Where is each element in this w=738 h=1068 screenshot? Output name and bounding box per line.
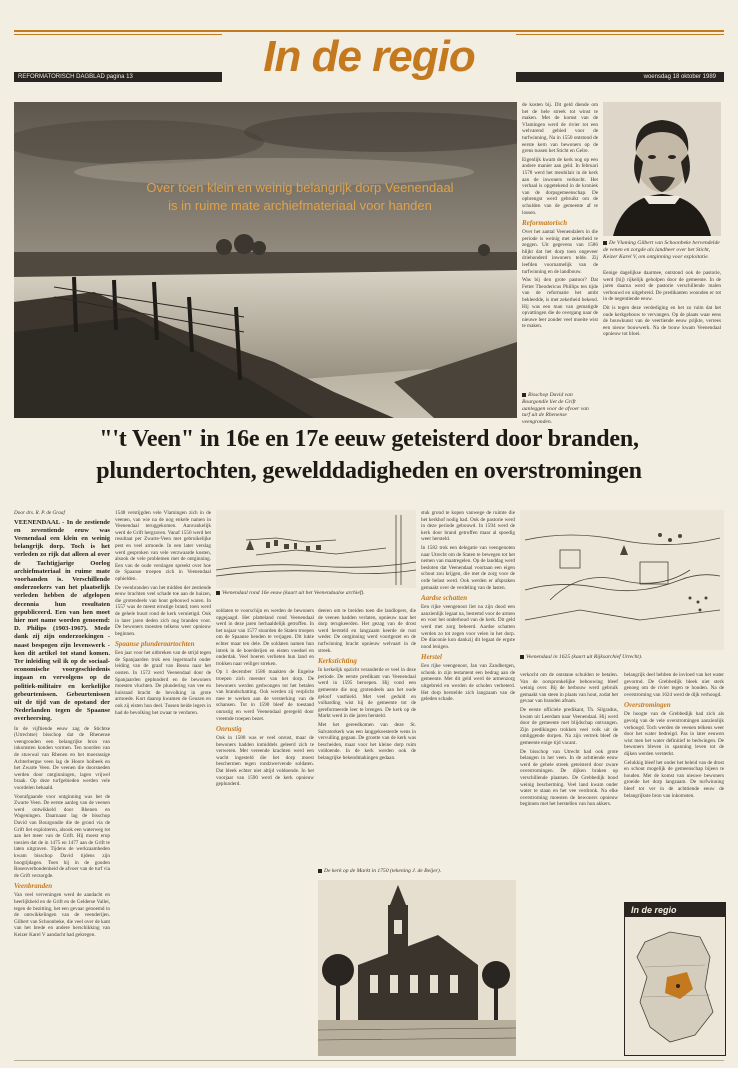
paragraph: In de vijftiende eeuw zag de Stichtse (Utrechtse) bisschop dat de Rhenense veengronden een belangrijke bron van inkomsten konden vormen. Ten noorden van de stuwwal van Rhenen en het moerassige Achterbergse veen lag de Hoore holbeek en het Zwarte Veen. De veenen die doorsneden werden door ontginningen, lagen vrijwel braak. Op deze turfgebieden werden vele voordelen behaald. [14,725,110,792]
paragraph: Een rijke veengenoot liet na zijn dood een aanzienlijk legaat na, bestemd voor de armen en voor het onderhoud van de kerk. Dit geld werd met zorg beheerd. Aardse schatten werden zo tot zegen voor velen in het dorp. De diaconie kon dankzij dit legaat de ergste nood lenigen. [421,604,515,650]
paragraph: In 1582 trok een delegatie van veengenoten naar Utrecht om de Staten te bewegen tot het nemen van maatregelen. Op de landdag werd besloten dat Veenendaal voortaan een eigen schout zou krijgen, die met de zorg voor de orde belast werd. Ook werden er afspraken gemaakt over de verdeling van de lasten. [421,544,515,591]
church-caption [318,868,516,875]
portrait-photo [603,102,721,236]
bullet-icon [520,655,524,659]
photo-overlay-line-2: is in ruime mate archiefmateriaal voor handen [168,198,432,213]
paragraph: Een jaar voor het uitbreken van de strijd tegen de Spanjaarden trok een legermacht onder leiding van de graaf van Bossu naar het oosten. In 1572 werd Veenendaal door de Spanjaarden geplunderd en de bewoners moesten vluchten. De plundering van vee en huisraad bracht de bevolking in grote armoede. Kort daarop kwamen de Geuzen en ook zij eisten hun deel. Tussen beide legers in had de bevolking het zwaar te verduren. [115,650,211,716]
headline-line-1: "'t Veen" in 16e en 17e eeuw geteisterd door branden, [99,426,639,452]
map-caption-2 [520,654,724,661]
bullet-icon [603,241,607,245]
subhead-kerkstichting: Kerkstichting [318,657,357,666]
paragraph: Met het gereedkomen van deze St. Salvatorkerk was een langgekoesterde wens in vervulling gegaan. De grootte van de kerk was bescheiden, maar voor het kleine dorp ruim voldoende. In de kerk werden ook de belangrijke bekendmakingen gedaan. [318,721,416,761]
column-7 [624,672,724,801]
paragraph: de kosten bij. Dit geld diende om het de hele streek tot winst te maken. Met de komst van de Vlamingen werd de rivier tot een welvarend gebied voor de turfwinning. Na in 1550 ontstond de eerste kern van bewoners op de grens tussen het Sticht en Gelre. [522,102,598,155]
paragraph: verkocht om de ontstane schulden te betalen. Van de oorspronkelijke bebouwing bleef weinig over. Bij de herbouw werd gebruik gemaakt van steen in plaats van hout, zodat het gevaar van branden afnam. [520,672,618,705]
paragraph: De hoogte van de Grebbedijk had zich als gevolg van de vele overstromingen aanzienlijk verhoogd. Toch werden de veenen telkens weer door het water bedreigd. Pas in later eeuwen wist men het water definitief te bedwingen. De bewoners bleven in spanning leven tot de dijken werden versterkt. [624,711,724,757]
paragraph: Voorafgaande voor ontginning was het de Zwarte Veen. De eerste aanleg van de veenen werd ontwikkeld door Rhenen en Wageningen. Daarnaast lag de bisschop David van Bourgondie die de grond via de Grift liet exploiteren, alsook een waterweg tot aan het meer van de Grift. Hij moest erop toezien dat de in 1475 en 1477 aan de Grift te laten uitgraven. Tijdens de werkzaamheden kwam bisschop David tijdens zijn hoogtijdagen. Toen hij in de gouden Rosenverbondenheid de afvoer van de turf via de Grift verzorgde. [14,793,110,879]
column-5 [421,510,515,705]
section-title: In de regio [222,32,516,84]
netherlands-map [625,917,725,1055]
church-drawing [318,880,516,1056]
portrait-caption [603,240,721,260]
photo-overlay-line-1: Over toen klein en weinig belangrijk dorp Veenendaal [146,180,454,195]
paragraph: De bisschop van Utrecht had ook grote belangen in het veen. In de achttiende eeuw werd de gehele streek geteisterd door zware overstromingen. De dijken braken op verschillende plaatsen. De Grebbedijk bood weinig bescherming. Veel land kwam onder water te staan en het vee verdronk. Na elke overstroming moesten de bewoners opnieuw beginnen met het herstellen van hun akkers. [520,748,618,808]
landscape-photo [14,102,517,418]
paper-name: REFORMATORISCH DAGBLAD pagina 13 [18,74,133,80]
paragraph: De eerste officiele predikant, Th. Silgradus, kwam uit Leerdam naar Veenendaal. Hij werd door de gemeente met blijdschap ontvangen. Zijn predikingen trokken veel volk uit de omliggende dorpen. Na zijn vertrek bleef de gemeente enige tijd vacant. [520,706,618,746]
subhead-aardse: Aardse schatten [421,594,468,603]
portrait-caption-text: De Vlaming Gilbert van Schoonbeke hervendelde de venen en zorgde als landheer over het Sticht, Keizer Karel V, om ontginning voor exploitatie. [603,240,720,260]
column-4 [318,608,416,763]
column-6 [520,672,618,810]
paragraph: Een rijke veengenoot, Jan van Zandbergen, schonk in zijn testament een bedrag aan de gemeente. Met dit geld werd de armenzorg uitgebreid en werden de scholen verbeterd. Het dorp herstelde zich langzaam van de geleden schade. [421,663,515,703]
paragraph: Eigenlijk kwam de kerk nog op een andere manier aan geld. In februari 1578 werd het meubilair in de kerk aan de inwoners verkocht. Het verhaal is opgetekend in de kroniek van de dorpsgemeenschap. De opbrengst werd gebruikt om de schulden van de gemeente af te lossen. [522,156,598,216]
column-2 [115,510,211,718]
regio-box-title: In de regio [625,903,725,917]
subhead-onrust: Onrustig [216,725,242,734]
bullet-icon [318,869,322,873]
bullet-icon [216,591,220,595]
paragraph: In kerkelijk opzicht veranderde er veel in deze periode. De eerste predikant van Veenendaal werd in 1595 beroepen. Hij vond een gemeente die nog grotendeels aan het oude geloof vasthield. Met veel geduld en volharding wist hij de gemeente tot de gereformeerde leer te brengen. De kerk op de Markt werd in die jaren hersteld. [318,667,416,720]
footer-rule [14,1060,724,1061]
column-3 [216,608,314,790]
paragraph: Eenige dagelijkse daarmee, ontstond ook de pastorie, werd (hij) rijkelijk geholpen door de gemeente. In de jaren daarna werd de pastorie verschillende malen verbouwd en uitgebreid. De predikanten woonden er tot in de negentiende eeuw. [603,270,721,303]
right-column-text [522,102,598,332]
intro-paragraph: VEENENDAAL - In de zestiende en zeventiende eeuw was Veenendaal een klein en weinig belangrijk dorp. Toch is het verleden zo rijk dat alleen al over de Tachtigjarige Oorlog archiefmateriaal in ruime mate voorhanden is. Verschillende onderzoekers van het plaatselijk verleden hebben de afgelopen decennia hun resultaten gepubliceerd. Een van hen moet hier met name worden genoemd: D. Philips (1903-1967). Mede dank zij zijn onderzoekingen - naast bespogen zijn levenswerk - kon dit artikel tot stand komen. Ter inleiding wil ik op de sociaal-economische voorgeschiedenis ingaan en vervolgens op de politiek-militaire en kerkelijke gebeurtenissen. Gebeurtenissen uit de tijd van de opstand der Nederlanden tegen de Spaanse overheersing. [14,518,110,723]
paragraph: belangrijk deel hebben de invloed van het water gevormd. De Grebbedijk bleek niet sterk genoeg om de rivier tegen te houden. Na de overstroming van 1624 werd de dijk verhoogd. [624,672,724,698]
map-1865-drawing [216,510,416,588]
paragraph: Over het aantal Veenendalers in die periode is weinig met zekerheid te zeggen. Uit gegevens van 1586 blijkt dat het dorp toen ongeveer driehonderd inwoners telde. Zij leefden voornamelijk van de turfwinning en de landbouw. [522,229,598,275]
headline-line-2: plundertochten, gewelddadigheden en overstromingen [96,458,642,484]
bishop-caption-text: Bisschop David van Bourgondie liet de Grift aanleggen voor de afvoer van turf uit de Rhenense veengronden. [522,392,589,426]
map-1625-drawing [520,510,724,650]
regio-box [624,902,726,1056]
header-date: woensdag 18 oktober 1989 [643,74,716,80]
bullet-icon [522,393,526,397]
paragraph: Was bij den grote pastoor? Dat Fettet Theodericus Phillips ten tijde van de reformatie het ambt bekleedde, is met zekerheid bekend. Hij was een man van gematigde opvattingen die de overgang naar de nieuwe leer zonder veel moeite wist te maken. [522,277,598,330]
map-caption-1 [216,590,416,597]
church-caption-text: De kerk op de Markt in 1750 (tekening J. de Beijer). [324,868,442,874]
paragraph: deeren om te breiden toen die landlopers, die de veenen hadden verlaten, opnieuw naar het dorp terugkeerden. Het gezag van de drost werd hersteld en langzaam keerde de rust weder. De ontginning werd voortgezet en de turfwinning bracht opnieuw welvaart in de streek. [318,608,416,654]
paragraph: soldaten te voorschijn en werden de bewoners opgejaagd. Het platteland rond Veenendaal werd in deze jaren herhaaldelijk getroffen. In het najaar van 1577 stuurden de Staten troepen om de Spaanse benden te verjagen. Dit lukte echter maar ten dele. De soldaten namen hun intrek in de boerderijen en eisten voedsel en onderdak. Veel boeren verlieten hun land en trokken naar veiliger streken. [216,608,314,667]
column-1 [14,510,110,940]
subhead-veenbranden: Veenbranden [14,882,53,891]
right-column-text-2 [603,270,721,340]
bishop-caption [522,392,598,426]
paragraph: De veenbranden van het midden der zestiende eeuw brachten veel schade toe aan de huizen, die grotendeels van hout gebouwd waren. In 1557 was de meest ernstige brand; toen werd de gehele buurt rond de kerk vernietigd. Ook in later jaren deden zich nog branden voor. De bewoners moesten telkens weer opnieuw beginnen. [115,584,211,637]
subhead-spaanse: Spaanse plunderaartochten [115,640,195,649]
subhead-herstel: Herstel [421,653,442,662]
paragraph: Van veel verveningen werd de aandacht en heerlijkheid en de Grift en de Gelderse Vallei, tegen de bezitting, het een gevaar genoemd in de ontwikkelingen van de veenderijen. Gilbert van Schoonbeke, die veel over de kant van het brede en andere herschikking van Keizer Karel V aandacht had gekregen. [14,892,110,938]
map-caption-1-text: Veenendaal rond 16e eeuw (kaart uit het Veenendaalse archief). [222,590,365,596]
subhead-reformatorisch: Reformatorisch [522,219,568,228]
paragraph: Gelukkig bleef het onder het beleid van de drost en schout mogelijk de gemeenschap bijeen te houden. Met de komst van nieuwe bewoners groeide het dorp langzaam. De turfwinning bleef tot ver in de achttiende eeuw de belangrijkste bron van inkomsten. [624,759,724,799]
paragraph: Ook in 1588 was er veel onrust, maar de bewoners hadden inmiddels geleerd zich te verweren. Met vereende krachten werd een wacht ingesteld die het dorp moest beschermen tegen rondzwervende soldaten. Dat bleek echter niet altijd voldoende. In het voorjaar van 1590 werd de kerk opnieuw geplunderd. [216,735,314,788]
paragraph: Op 1 december 1586 maakten de Engelse troepen zich meester van het dorp. De bewoners werden gedwongen tot het betalen van brandschatting. Ook werden zij verplicht mee te werken aan de versterking van de schansen. Tot in 1590 bleef de toestand onrustig en werd Veenendaal geregeld door vreemde troepen bezet. [216,669,314,722]
paragraph: 1548 verstijgden vele Vlamingen zich in de veenen, van wie na de nog enkele namen in Veenendaal teruggekomen. Aanvankelijk werd de Grift hergraven. Vanaf 1550 werd het resultaat per Zwarte-Veen met gebruikelijke pest en veel armoede. In een later verslag werd gesproken van vele verzwaarde kosten, alsook de vele problemen met de ontginning. Een van de oude verslagen spreekt over hoe de Spaanse troepen zich in Veenendaal ophielden. [115,510,211,582]
paragraph: stuk grond te kopen vanwege de ruimte die het kerkhof nodig had. Ook de pastorie werd in deze periode gebouwd. In 1594 werd de kerk door brand getroffen maar al spoedig weer hersteld. [421,510,515,543]
paragraph: Dit is tegen deze verdediging en het zo ruim dat het oude kerkgebouw te vervangen. Op de plaats waar eens de bouwkunst van de veertiende eeuw prijkte, verrees een nieuw bouwwerk. Na de bouw kwam Veenendaal opnieuw tot bloei. [603,304,721,338]
byline: Door drs. R. P. de Graaf [14,510,65,516]
subhead-overstromingen: Overstromingen [624,701,671,710]
map-caption-2-text: Veenendaal in 1625 (kaart uit Rijksarchief Utrecht). [526,654,643,660]
